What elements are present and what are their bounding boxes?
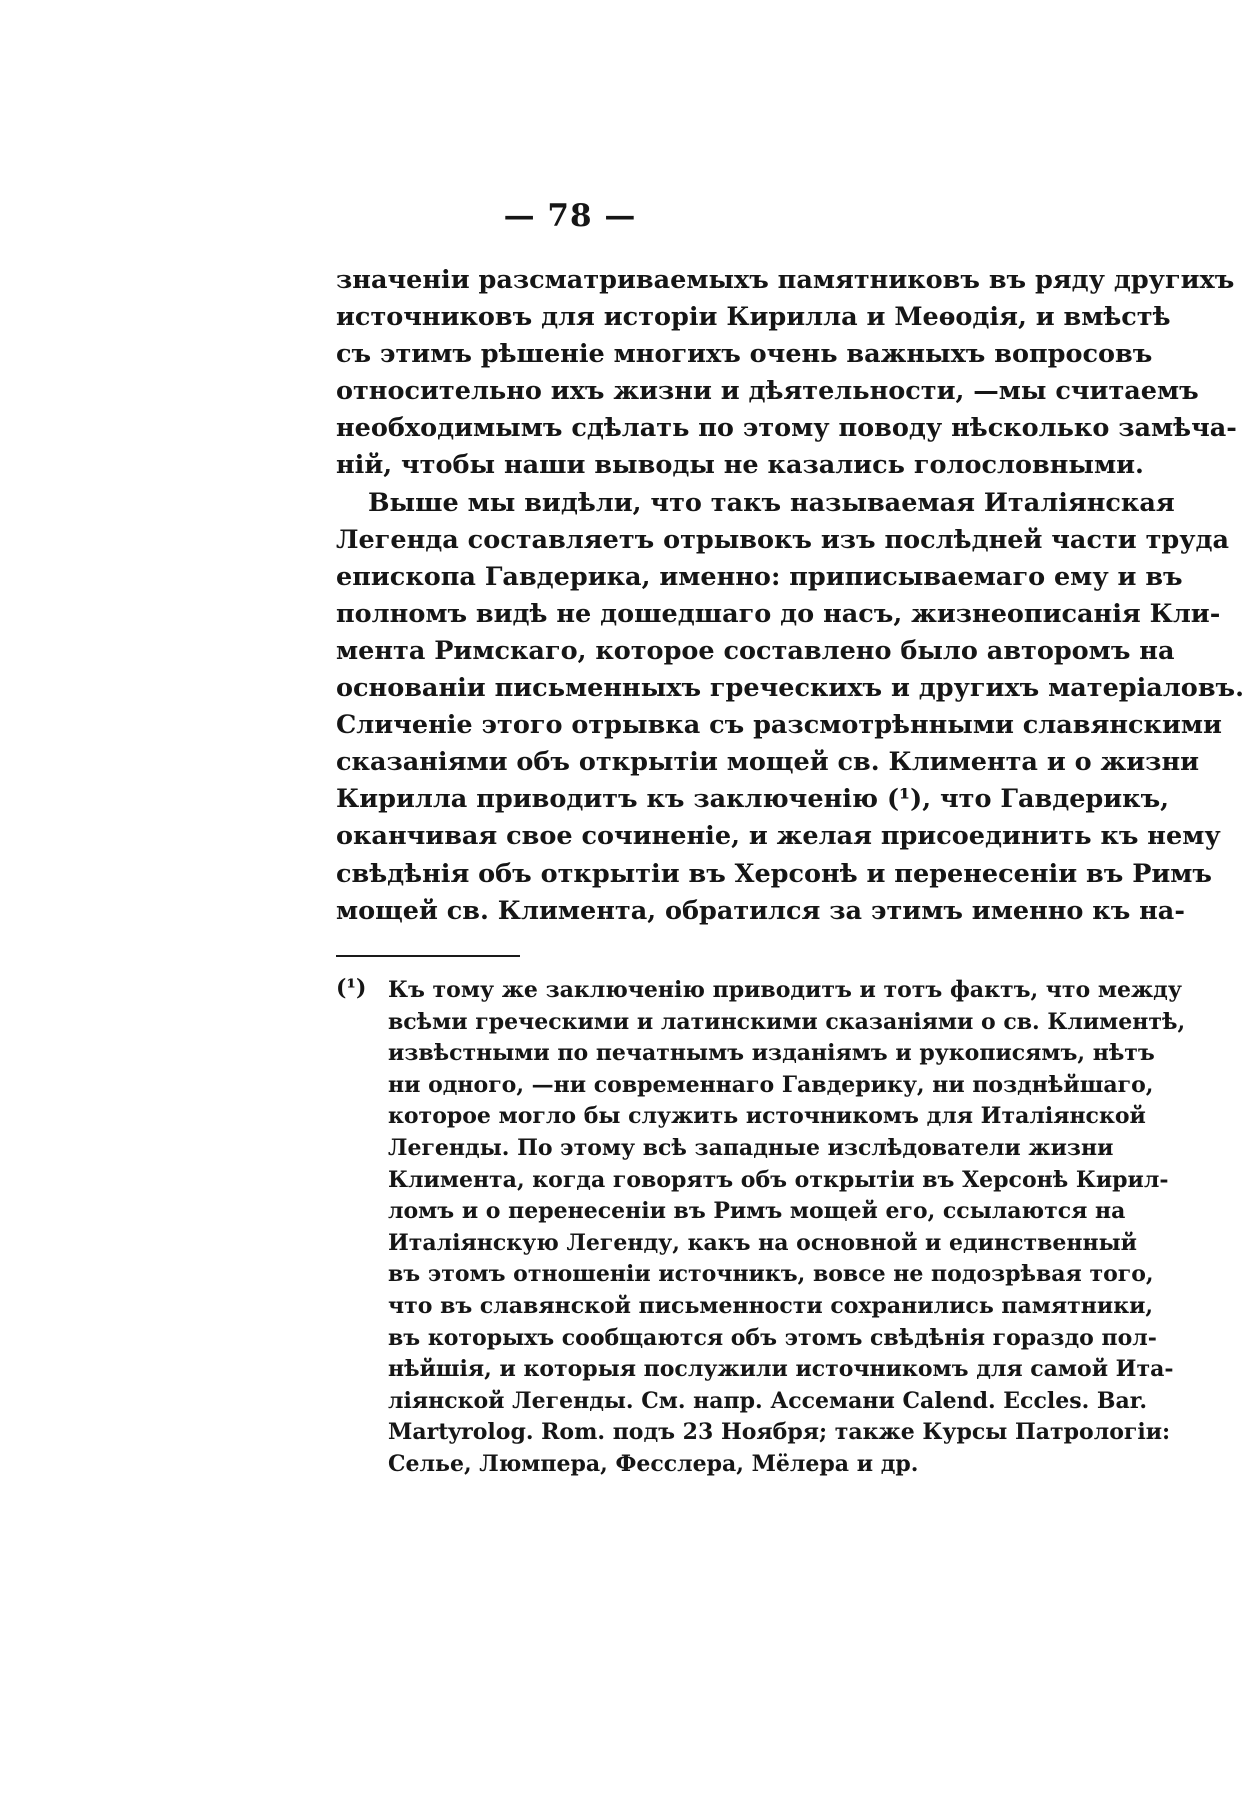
footnote-line: ломъ и о перенесенiи въ Римъ мощей его, ссылаются на <box>388 1198 1126 1225</box>
footnote-line: въ этомъ отношенiи источникъ, вовсе не подозрѣвая того, <box>388 1261 1154 1288</box>
text-line: мента Римскаго, которое составлено было авторомъ на <box>336 635 1175 666</box>
text-line: Сличенiе этого отрывка съ разсмотрѣнными славянскими <box>336 710 1222 741</box>
text-line: съ этимъ рѣшенiе многихъ очень важныхъ вопросовъ <box>336 339 1153 370</box>
text-line: епископа Гавдерика, именно: приписываемаго ему и въ <box>336 561 1183 592</box>
text-line: Выше мы видѣли, что такъ называемая Италiянская <box>368 487 1175 518</box>
main-text <box>336 262 1244 930</box>
footnote-line: лiянской Легенды. См. напр. Ассемани Calend. Eccles. Bar. <box>388 1387 1147 1414</box>
text-line: основанiи письменныхъ греческихъ и другихъ матерiаловъ. <box>336 673 1244 704</box>
text-line: относительно ихъ жизни и дѣятельности, —мы считаемъ <box>336 376 1199 407</box>
footnote-line: ни одного, —ни современнаго Гавдерику, ни позднѣйшаго, <box>388 1071 1154 1098</box>
footnote-line: извѣстными по печатнымъ изданiямъ и рукописямъ, нѣтъ <box>388 1040 1155 1067</box>
footnote-separator <box>336 955 520 957</box>
text-line: сказанiями объ открытiи мощей св. Климента и о жизни <box>336 747 1200 778</box>
text-line: свѣдѣнiя объ открытiи въ Херсонѣ и перенесенiи въ Римъ <box>336 858 1212 889</box>
footnote-line: Къ тому же заключенiю приводитъ и тотъ фактъ, что между <box>388 977 1182 1003</box>
footnote-line: которое могло бы служить источникомъ для Италiянской <box>388 1103 1146 1130</box>
page-number: — 78 — <box>503 198 637 234</box>
text-line: источниковъ для исторiи Кирилла и Меѳодiя, и вмѣстѣ <box>336 302 1171 333</box>
text-line: полномъ видѣ не дошедшаго до насъ, жизнеописанiя Кли- <box>336 598 1221 629</box>
footnote-line: Климента, когда говорятъ объ открытiи въ Херсонѣ Кирил- <box>388 1166 1169 1193</box>
text-line: Кирилла приводитъ къ заключенiю (¹), что Гавдерикъ, <box>336 784 1170 815</box>
footnote-line: Легенды. По этому всѣ западные изслѣдователи жизни <box>388 1134 1114 1161</box>
footnote-line: всѣми греческими и латинскими сказанiями о св. Климентѣ, <box>388 1008 1186 1035</box>
footnote-marker: (¹) <box>336 975 367 1001</box>
text-line: оканчивая свое сочиненiе, и желая присоединить къ нему <box>336 821 1221 852</box>
text-line: Легенда составляетъ отрывокъ изъ послѣдней части труда <box>336 524 1230 555</box>
footnote-line: что въ славянской письменности сохранились памятники, <box>388 1292 1154 1319</box>
footnote-line: Италiянскую Легенду, какъ на основной и единственный <box>388 1229 1137 1256</box>
footnote-line: въ которыхъ сообщаются объ этомъ свѣдѣнiя гораздо пол- <box>388 1324 1157 1351</box>
footnote-line: Селье, Люмпера, Фесслера, Мёлера и др. <box>388 1450 919 1477</box>
text-line: нiй, чтобы наши выводы не казались голословными. <box>336 450 1144 481</box>
footnote-line: Martyrolog. Rom. подъ 23 Ноября; также Курсы Патрологiи: <box>388 1419 1171 1446</box>
footnote <box>388 975 1186 1481</box>
text-line: необходимымъ сдѣлать по этому поводу нѣсколько замѣча- <box>336 413 1237 444</box>
footnote-line: нѣйшiя, и которыя послужили источникомъ для самой Ита- <box>388 1356 1174 1383</box>
text-line: значенiи разсматриваемыхъ памятниковъ въ ряду другихъ <box>336 265 1235 295</box>
text-line: мощей св. Климента, обратился за этимъ именно къ на- <box>336 895 1185 926</box>
